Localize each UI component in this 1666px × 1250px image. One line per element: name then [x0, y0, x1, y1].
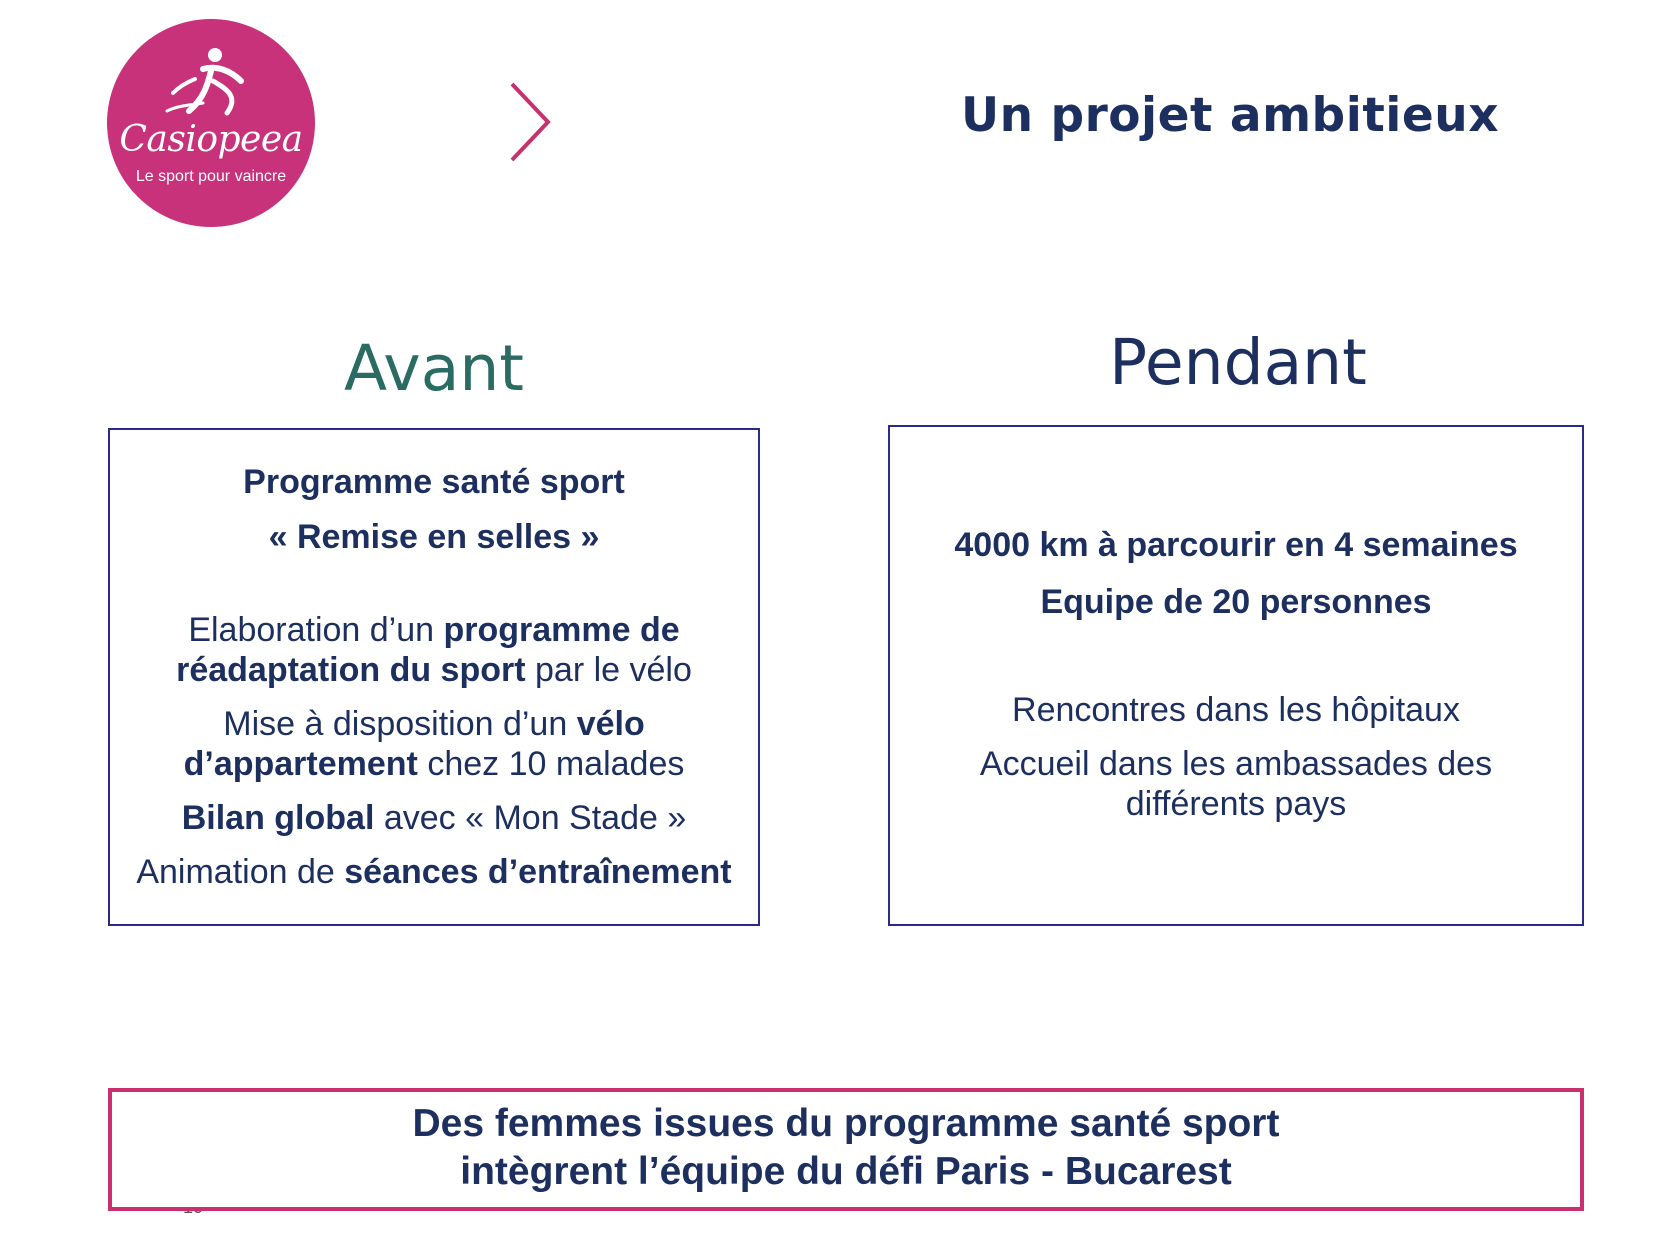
page-title: Un projet ambitieux: [960, 88, 1500, 143]
casiopeea-logo: [107, 19, 315, 227]
pendant-line-4a: Accueil dans les ambassades des: [979, 745, 1493, 783]
pendant-line-3: Rencontres dans les hôpitaux: [1012, 691, 1460, 729]
avant-box: [108, 428, 760, 926]
avant-item-3: Bilan global avec « Mon Stade »: [181, 799, 687, 837]
logo-name: Casiopeea: [119, 119, 303, 160]
pendant-line-1: 4000 km à parcourir en 4 semaines: [954, 526, 1518, 564]
pendant-heading: Pendant: [1109, 326, 1367, 399]
chevron-right-icon: [506, 80, 556, 164]
logo-tagline: Le sport pour vaincre: [135, 168, 287, 185]
avant-item-4: Animation de séances d’entraînement: [136, 853, 732, 891]
pendant-line-4b: différents pays: [1125, 785, 1347, 823]
conclusion-box: [108, 1088, 1584, 1211]
avant-item-2-line-2: d’appartement chez 10 malades: [183, 745, 685, 783]
conclusion-line-1: Des femmes issues du programme santé sport: [412, 1102, 1280, 1145]
pendant-line-2: Equipe de 20 personnes: [1040, 583, 1432, 621]
avant-item-1-line-2: réadaptation du sport par le vélo: [176, 651, 692, 689]
avant-item-1-line-1: Elaboration d’un programme de: [188, 611, 680, 649]
program-title: Programme santé sport: [243, 463, 625, 501]
conclusion-line-2: intègrent l’équipe du défi Paris - Bucarest: [460, 1150, 1232, 1193]
pendant-box: [888, 425, 1584, 926]
avant-heading: Avant: [344, 332, 524, 405]
avant-item-2-line-1: Mise à disposition d’un vélo: [223, 705, 645, 743]
program-subtitle: « Remise en selles »: [268, 518, 600, 556]
